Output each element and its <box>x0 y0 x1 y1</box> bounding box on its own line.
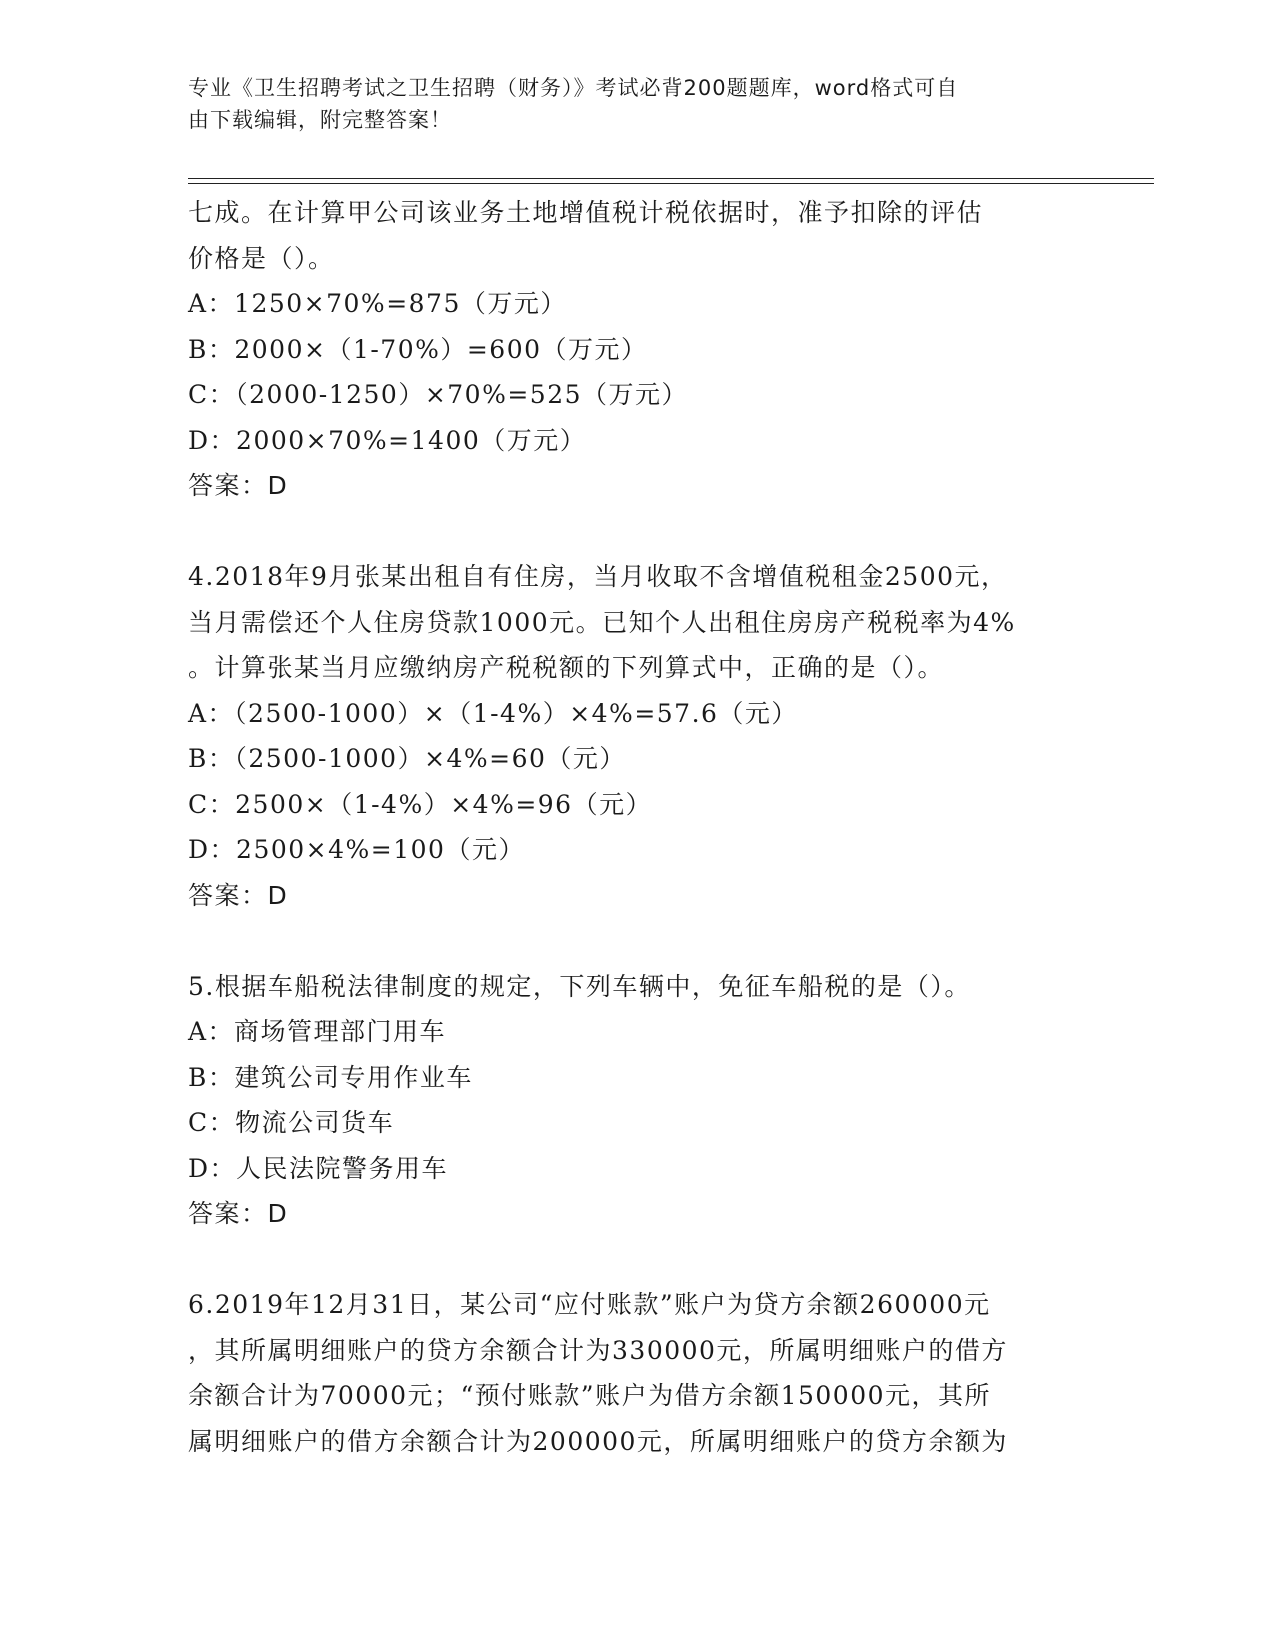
question-text: 4.2018年9月张某出租自有住房，当月收取不含增值税租金2500元， <box>188 562 1008 591</box>
spacer <box>188 1237 1088 1283</box>
question-text: ，其所属明细账户的贷方余额合计为330000元，所属明细账户的借方 <box>188 1335 1008 1365</box>
option-d: D：2500×4%=100（元） <box>188 835 525 864</box>
header-title-line-1: 专业《卫生招聘考试之卫生招聘（财务）》考试必背200题题库，word格式可自 <box>188 76 959 100</box>
question-text: 6.2019年12月31日，某公司“应付账款”账户为贷方余额260000元 <box>188 1290 991 1319</box>
question-text: 5.根据车船税法律制度的规定，下列车辆中，免征车船税的是（）。 <box>188 971 971 1001</box>
option-c: C：2500×（1-4%）×4%=96（元） <box>188 789 653 819</box>
document-header <box>188 72 1068 136</box>
spacer <box>188 918 1088 964</box>
question-text: 七成。在计算甲公司该业务土地增值税计税依据时，准予扣除的评估 <box>188 198 984 227</box>
header-rule-bottom <box>188 183 1154 184</box>
document-body <box>188 190 1088 1464</box>
question-6 <box>188 1282 1088 1464</box>
option-a: A：1250×70%=875（万元） <box>188 289 567 318</box>
header-rule-top <box>188 178 1154 179</box>
option-b: B：建筑公司专用作业车 <box>188 1062 473 1092</box>
option-c: C：（2000-1250）×70%=525（万元） <box>188 380 689 409</box>
option-d: D：人民法院警务用车 <box>188 1153 449 1183</box>
question-text: 价格是（）。 <box>188 243 335 273</box>
option-a: A：商场管理部门用车 <box>188 1017 447 1046</box>
option-d: D：2000×70%=1400（万元） <box>188 425 587 455</box>
option-b: B：（2500-1000）×4%=60（元） <box>188 744 626 773</box>
answer: 答案：D <box>188 1199 289 1228</box>
option-b: B：2000×（1-70%）=600（万元） <box>188 334 648 364</box>
answer: 答案：D <box>188 880 289 910</box>
question-text: 属明细账户的借方余额合计为200000元，所属明细账户的贷方余额为 <box>188 1426 1008 1456</box>
question-4 <box>188 554 1088 918</box>
spacer <box>188 509 1088 555</box>
question-text: 当月需偿还个人住房贷款1000元。已知个人出租住房房产税税率为4% <box>188 607 1016 637</box>
question-3 <box>188 190 1088 509</box>
option-a: A：（2500-1000）×（1-4%）×4%=57.6（元） <box>188 698 798 728</box>
answer: 答案：D <box>188 471 289 500</box>
question-text: 余额合计为70000元；“预付账款”账户为借方余额150000元，其所 <box>188 1381 992 1410</box>
header-title-line-2: 由下载编辑，附完整答案！ <box>188 108 452 132</box>
question-text: 。计算张某当月应缴纳房产税税额的下列算式中，正确的是（）。 <box>188 653 945 682</box>
question-5 <box>188 964 1088 1237</box>
option-c: C：物流公司货车 <box>188 1108 395 1137</box>
